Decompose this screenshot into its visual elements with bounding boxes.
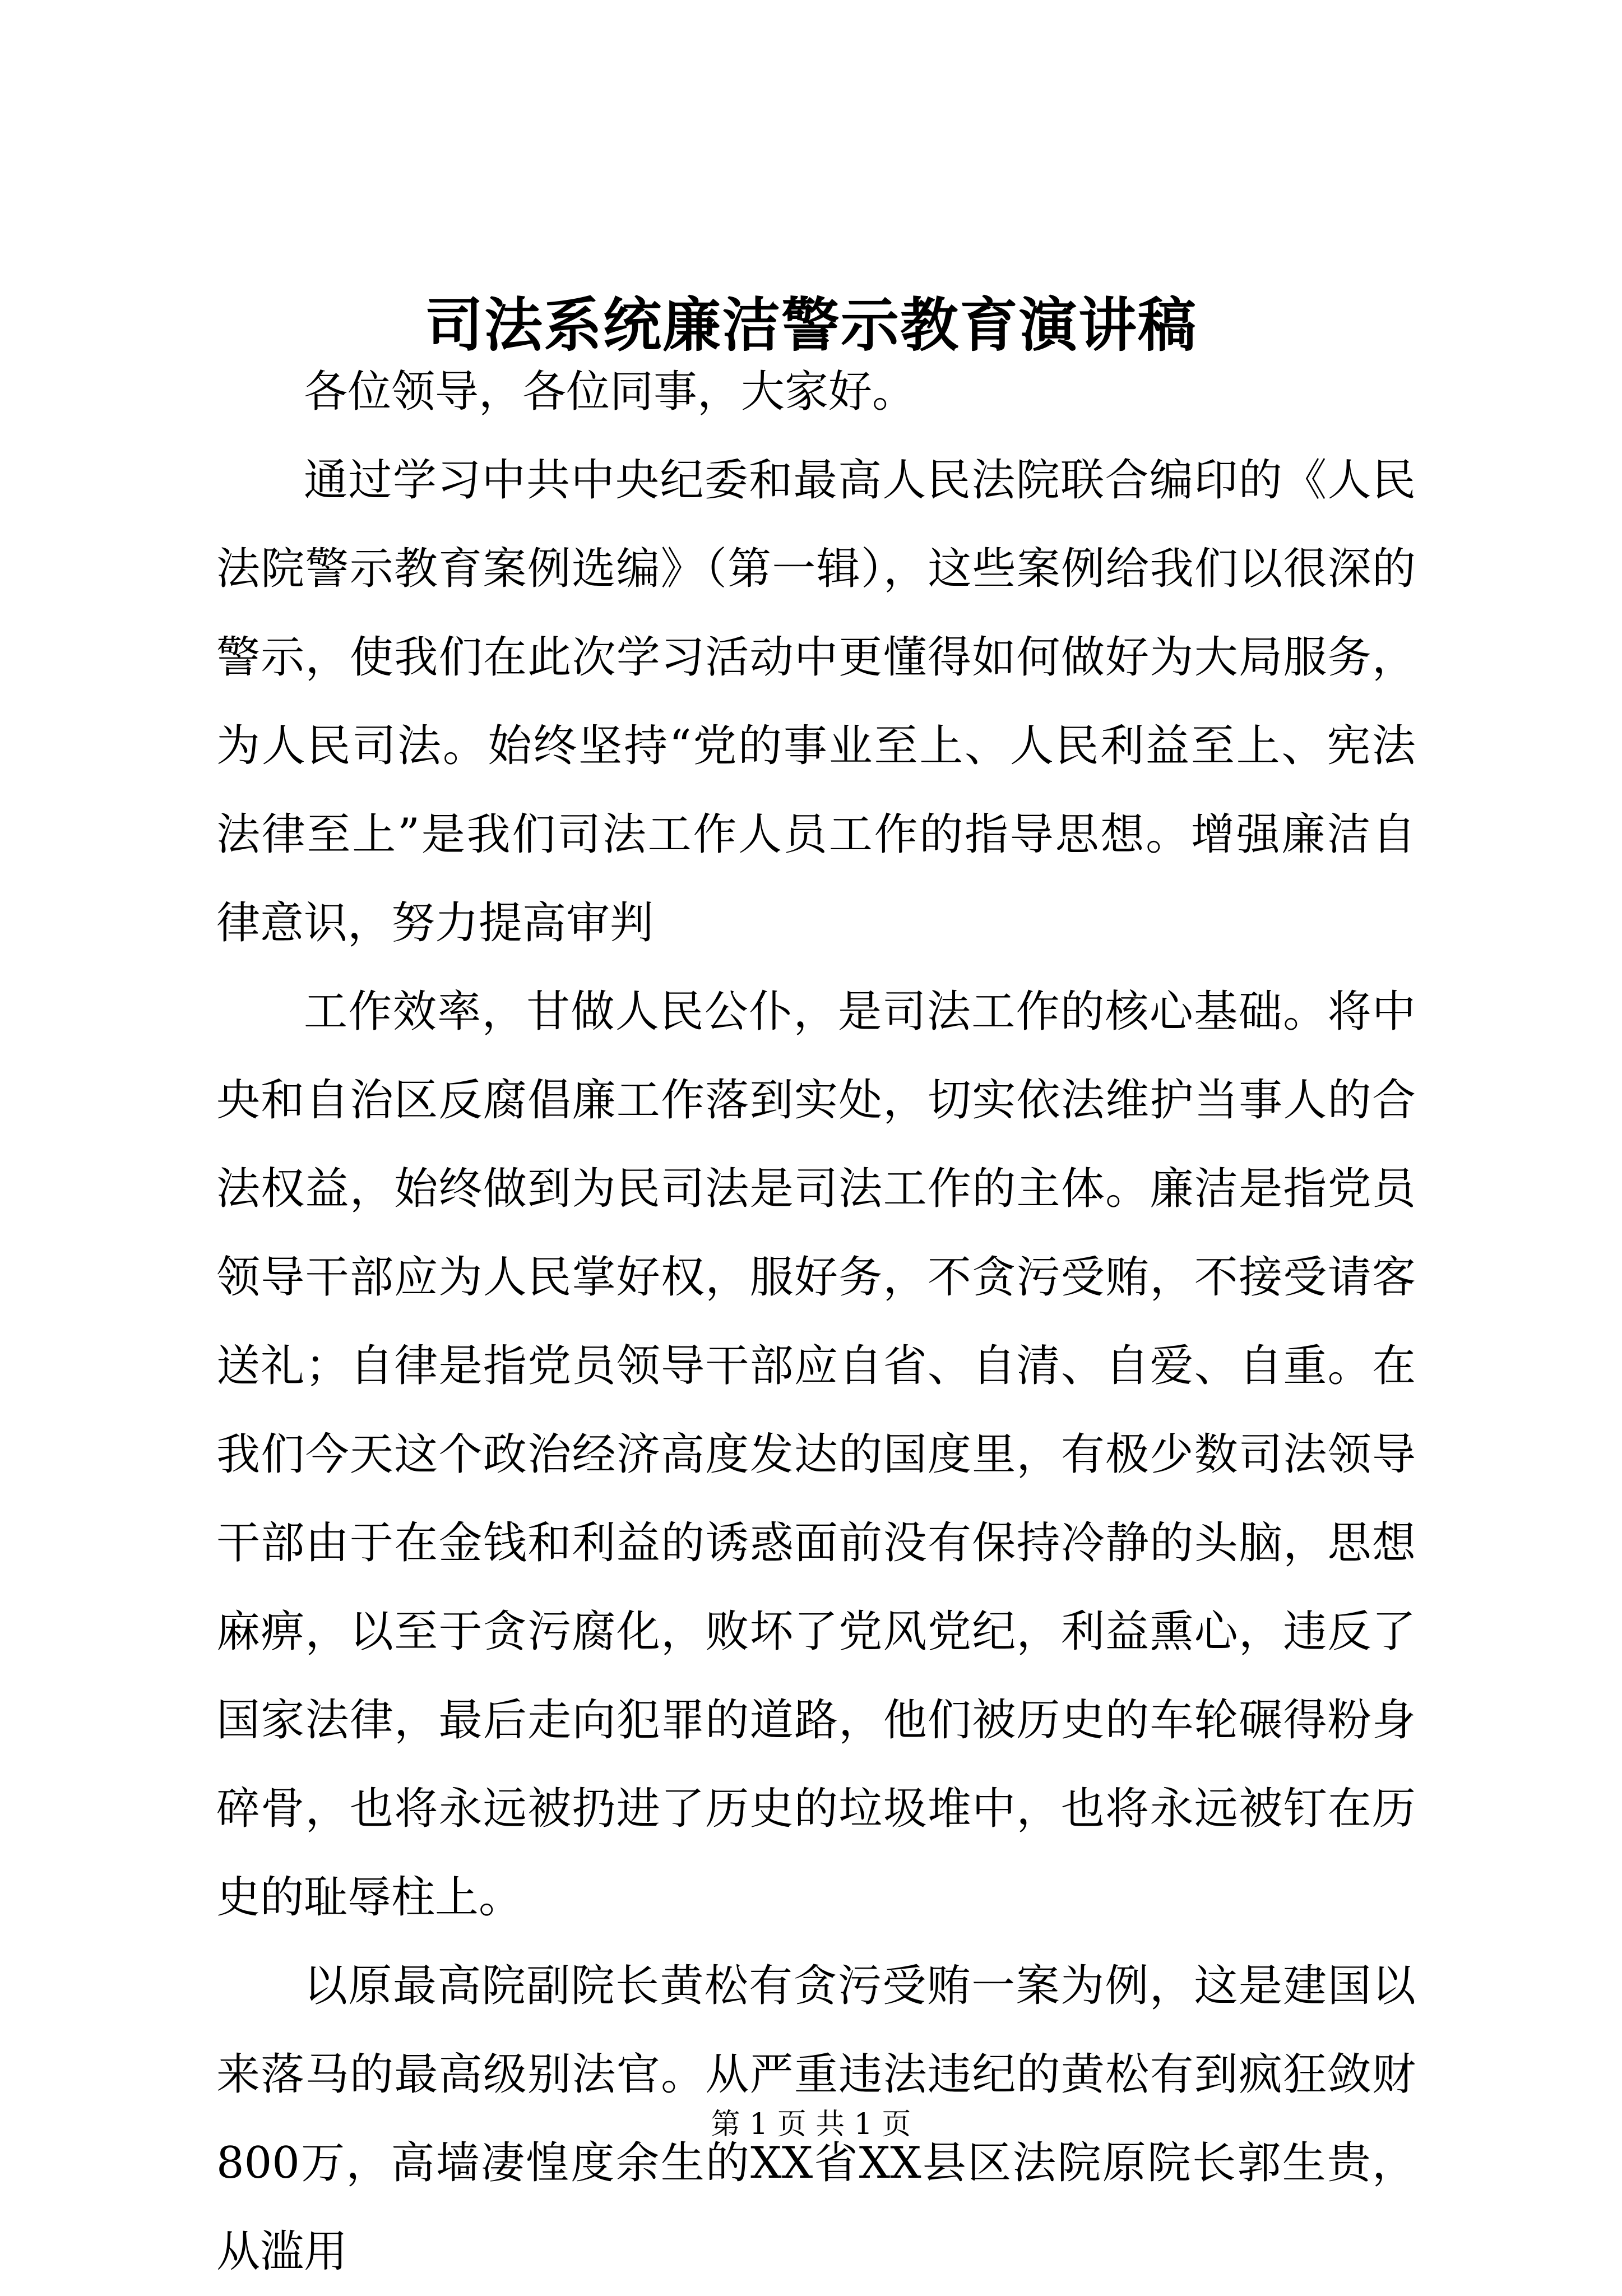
document-body [216, 348, 1416, 2296]
page-number-footer: 第 1 页 共 1 页 [711, 2108, 911, 2141]
paragraph-case-example: 以原最高院副院长黄松有贪污受贿一案为例，这是建国以来落马的最高级别法官。从严重违法违纪的黄松有到疯狂敛财800万，高墙凄惶度余生的XX省XX县区法院原院长郭生贵，从滥用 [216, 1961, 1416, 2277]
paragraph-greeting: 各位领导，各位同事，大家好。 [304, 367, 916, 417]
paragraph-study: 通过学习中共中央纪委和最高人民法院联合编印的《人民法院警示教育案例选编》（第一辑），这些案例给我们以很深的警示，使我们在此次学习活动中更懂得如何做好为大局服务，为人民司法。始终坚持“党的事业至上、人民利益至上、宪法法律至上”是我们司法工作人员工作的指导思想。增强廉洁自律意识，努力提高审判 [216, 455, 1416, 948]
paragraph-efficiency: 工作效率，甘做人民公仆，是司法工作的核心基础。将中央和自治区反腐倡廉工作落到实处，切实依法维护当事人的合法权益，始终做到为民司法是司法工作的主体。廉洁是指党员领导干部应为人民掌好权，服好务，不贪污受贿，不接受请客送礼；自律是指党员领导干部应自省、自清、自爱、自重。在我们今天这个政治经济高度发达的国度里，有极少数司法领导干部由于在金钱和利益的诱惑面前没有保持冷静的头脑，思想麻痹，以至于贪污腐化，败坏了党风党纪，利益熏心，违反了国家法律，最后走向犯罪的道路，他们被历史的车轮碾得粉身碎骨，也将永远被扔进了历史的垃圾堆中，也将永远被钉在历史的耻辱柱上。 [216, 987, 1416, 1923]
document-title: 司法系统廉洁警示教育演讲稿 [424, 290, 1197, 359]
